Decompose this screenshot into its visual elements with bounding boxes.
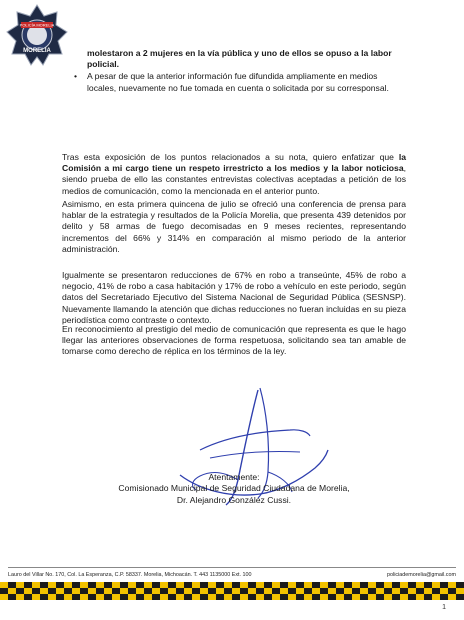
footer-email: policiademorelia@gmail.com [387, 572, 456, 578]
checker-cell [376, 588, 384, 594]
checker-cell [320, 582, 328, 588]
checker-cell [32, 582, 40, 588]
checker-cell [344, 588, 352, 594]
checker-cell [96, 582, 104, 588]
checker-cell [16, 582, 24, 588]
checker-cell [328, 588, 336, 594]
paragraph-1 [62, 152, 406, 197]
checker-cell [384, 594, 392, 600]
checker-cell [256, 594, 264, 600]
checker-cell [136, 588, 144, 594]
signature-block [62, 472, 406, 506]
checker-cell [128, 582, 136, 588]
checker-cell [256, 582, 264, 588]
checker-cell [296, 588, 304, 594]
checker-cell [80, 594, 88, 600]
checker-cell [160, 582, 168, 588]
checker-cell [168, 588, 176, 594]
checker-cell [24, 588, 32, 594]
checker-cell [208, 594, 216, 600]
checker-cell [352, 582, 360, 588]
checker-cell [280, 588, 288, 594]
bullet-item-text: A pesar de que la anterior información fue difundida ampliamente en medios locales, nuevamente no fue tomada en cuenta o solicitada por su corresponsal. [87, 71, 389, 93]
checker-cell [64, 582, 72, 588]
checker-cell [432, 594, 440, 600]
checker-cell [208, 582, 216, 588]
checker-cell [48, 594, 56, 600]
checker-cell [224, 594, 232, 600]
checker-cell [152, 588, 160, 594]
checker-cell [320, 594, 328, 600]
checker-cell [304, 582, 312, 588]
checker-cell [240, 594, 248, 600]
paragraph-3: Igualmente se presentaron reducciones de 67% en robo a transeúnte, 45% de robo a negocio, 41% de robo a casa habitación y 17% de robo a vehículo en este periodo, según datos del Secretariado Ejecutivo del Sistema Nacional de Seguridad Pública (SESNSP). Nuevamente llamando la atención que dichas reducciones no fueran incluidas en su pieza periodística como contraste o contexto. [62, 270, 406, 325]
police-badge-logo [6, 4, 68, 66]
checker-cell [448, 594, 456, 600]
closing-text: Atentamente: [208, 472, 260, 482]
checker-cell [64, 594, 72, 600]
checker-cell [128, 594, 136, 600]
checker-cell [456, 588, 464, 594]
checker-cell [0, 594, 8, 600]
checker-cell [40, 588, 48, 594]
checker-cell [360, 588, 368, 594]
checker-cell [112, 594, 120, 600]
footer-divider [8, 567, 456, 568]
checker-cell [400, 594, 408, 600]
checker-cell [80, 582, 88, 588]
checker-cell [448, 582, 456, 588]
checker-cell [232, 588, 240, 594]
bullet-dot-icon: • [74, 71, 78, 82]
checker-cell [184, 588, 192, 594]
checker-cell [424, 588, 432, 594]
checker-cell [176, 582, 184, 588]
checker-cell [200, 588, 208, 594]
checker-cell [400, 582, 408, 588]
checker-cell [104, 588, 112, 594]
paragraph-2: Asimismo, en esta primera quincena de julio se ofreció una conferencia de prensa para hablar de la estrategia y resultados de la Policía Morelia, que presenta 439 detenidos por delito y 58 armas de fuego decomisadas en 9 meses recientes, representando incrementos del 66% y 314% en comparación al mismo periodo de la anterior administración. [62, 199, 406, 254]
checker-cell [16, 594, 24, 600]
badge-top-text: POLICÍA MORELIA [19, 22, 55, 28]
badge-bottom-text: MORELIA [23, 48, 51, 54]
checker-cell [56, 588, 64, 594]
checker-cell [264, 588, 272, 594]
checker-cell [336, 594, 344, 600]
checker-cell [144, 594, 152, 600]
page-number: 1 [442, 604, 446, 611]
checker-cell [272, 594, 280, 600]
checker-cell [88, 588, 96, 594]
checker-cell [352, 594, 360, 600]
checker-cell [0, 582, 8, 588]
checker-cell [224, 582, 232, 588]
checkered-footer-band [0, 582, 464, 600]
checker-cell [408, 588, 416, 594]
checker-cell [176, 594, 184, 600]
signer-title: Comisionado Municipal de Seguridad Ciudadana de Morelia, [118, 483, 350, 494]
checker-cell [392, 588, 400, 594]
bullet-continuation: molestaron a 2 mujeres en la vía pública y uno de ellos se opuso a la labor policial. [87, 48, 392, 70]
checker-cell [288, 594, 296, 600]
checker-cell [8, 588, 16, 594]
checker-cell [368, 582, 376, 588]
checker-cell [416, 582, 424, 588]
checker-cell [336, 582, 344, 588]
checker-cell [32, 594, 40, 600]
checker-cell [192, 582, 200, 588]
checker-cell [416, 594, 424, 600]
footer-address: Lauro del Villar No. 170, Col. La Esperanza, C.P. 58337. Morelia, Michoacán. T. 443 1135000 Ext. 100 [8, 572, 252, 578]
checker-cell [304, 594, 312, 600]
checker-cell [440, 588, 448, 594]
checker-cell [120, 588, 128, 594]
checker-cell [144, 582, 152, 588]
checker-cell [72, 588, 80, 594]
checker-cell [384, 582, 392, 588]
checker-cell [312, 588, 320, 594]
checker-cell [288, 582, 296, 588]
checker-cell [192, 594, 200, 600]
paragraph-1-bold: la Comisión a mi cargo tiene un respeto irrestricto a los medios y la labor noticiosa [62, 152, 406, 174]
checker-cell [240, 582, 248, 588]
checker-cell [272, 582, 280, 588]
checker-cell [368, 594, 376, 600]
bullet-item [62, 71, 406, 93]
paragraph-1-c: , siendo prueba de ello las constantes entrevistas colectivas aceptadas a petición de los medios de comunicación, como la mencionada en el anterior punto. [62, 163, 406, 196]
checker-cell [96, 594, 104, 600]
bullet-section [62, 48, 406, 94]
checker-cell [160, 594, 168, 600]
signer-name: Dr. Alejandro González Cussi. [176, 494, 292, 505]
checker-cell [432, 582, 440, 588]
checker-cell [48, 582, 56, 588]
paragraph-1-a: Tras esta exposición de los puntos relacionados a su nota, quiero enfatizar que [62, 152, 399, 162]
checker-cell [216, 588, 224, 594]
checker-cell [112, 582, 120, 588]
paragraph-4: En reconocimiento al prestigio del medio de comunicación que representa es que le hago llegar las anteriores observaciones de forma respetuosa, solicitando sea tan amable de tomarse como derecho de réplica en los términos de la ley. [62, 324, 406, 357]
checker-cell [248, 588, 256, 594]
